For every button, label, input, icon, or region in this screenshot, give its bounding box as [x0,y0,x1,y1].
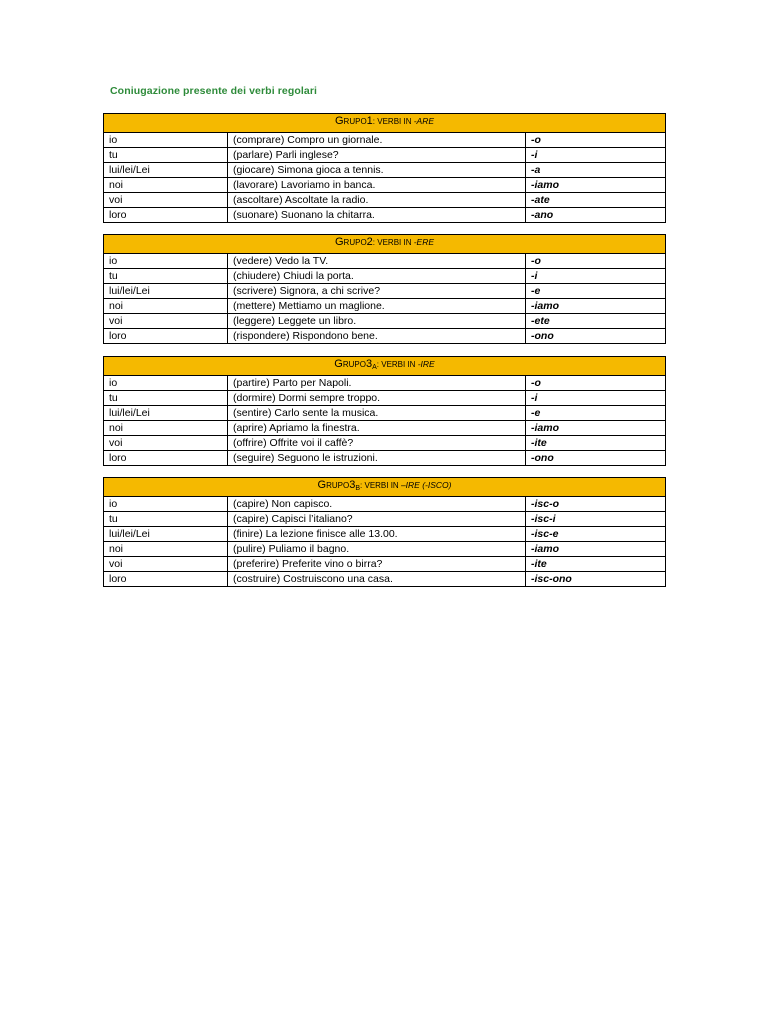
example-cell: (offrire) Offrite voi il caffè? [228,436,526,451]
example-cell: (sentire) Carlo sente la musica. [228,406,526,421]
example-cell: (ascoltare) Ascoltate la radio. [228,193,526,208]
pronoun-cell: lui/lei/Lei [104,527,228,542]
table-row [104,572,666,587]
example-cell: (capire) Non capisco. [228,497,526,512]
group-number: 3 [349,479,356,491]
group-header [104,357,666,376]
pronoun-cell: lui/lei/Lei [104,284,228,299]
suffix-cell: -i [526,148,666,163]
pronoun-cell: tu [104,512,228,527]
pronoun-cell: voi [104,314,228,329]
example-cell: (seguire) Seguono le istruzioni. [228,451,526,466]
conjugation-table-group-2 [103,234,666,344]
example-cell: (costruire) Costruiscono una casa. [228,572,526,587]
pronoun-cell: noi [104,299,228,314]
example-cell: (chiudere) Chiudi la porta. [228,269,526,284]
group-ending-extra: (-ISCO) [419,480,452,490]
pronoun-cell: io [104,376,228,391]
pronoun-cell: loro [104,208,228,223]
table-row [104,421,666,436]
example-cell: (preferire) Preferite vino o birra? [228,557,526,572]
table-row [104,376,666,391]
example-cell: (scrivere) Signora, a chi scrive? [228,284,526,299]
table-row [104,269,666,284]
group-header [104,114,666,133]
suffix-cell: -ite [526,557,666,572]
group-subscript: B [355,485,361,492]
pronoun-cell: voi [104,193,228,208]
suffix-cell: -o [526,376,666,391]
group-ending: -ERE [413,237,435,247]
example-cell: (dormire) Dormi sempre troppo. [228,391,526,406]
group-label-word: RUPO [342,360,366,369]
table-row [104,436,666,451]
table-row [104,208,666,223]
pronoun-cell: loro [104,451,228,466]
pronoun-cell: voi [104,557,228,572]
group-label-verbi-in: : VERBI IN [376,360,418,369]
table-row [104,284,666,299]
pronoun-cell: io [104,497,228,512]
group-label-verbi-in: : VERBI IN [360,481,401,490]
table-row [104,329,666,344]
table-row [104,512,666,527]
suffix-cell: -i [526,269,666,284]
table-row [104,254,666,269]
suffix-cell: -iamo [526,421,666,436]
group-ending: -IRE [417,359,435,369]
table-row [104,542,666,557]
example-cell: (pulire) Puliamo il bagno. [228,542,526,557]
group-header-row [104,478,666,497]
suffix-cell: -isc-o [526,497,666,512]
suffix-cell: -ano [526,208,666,223]
suffix-cell: -ono [526,329,666,344]
example-cell: (vedere) Vedo la TV. [228,254,526,269]
pronoun-cell: tu [104,269,228,284]
suffix-cell: -iamo [526,542,666,557]
table-row [104,133,666,148]
suffix-cell: -isc-ono [526,572,666,587]
suffix-cell: -i [526,391,666,406]
pronoun-cell: noi [104,421,228,436]
group-header-row [104,114,666,133]
group-label-verbi-in: : VERBI IN [372,238,414,247]
suffix-cell: -iamo [526,178,666,193]
conjugation-table-group-3a [103,356,666,466]
example-cell: (lavorare) Lavoriamo in banca. [228,178,526,193]
page-title: Coniugazione presente dei verbi regolari [110,85,318,97]
suffix-cell: -e [526,284,666,299]
suffix-cell: -ite [526,436,666,451]
group-label-word: RUPO [326,481,350,490]
group-label-initial: G [334,358,343,370]
group-label-initial: G [334,236,344,248]
pronoun-cell: loro [104,572,228,587]
suffix-cell: -o [526,133,666,148]
example-cell: (capire) Capisci l’italiano? [228,512,526,527]
table-row [104,391,666,406]
pronoun-cell: lui/lei/Lei [104,406,228,421]
example-cell: (partire) Parto per Napoli. [228,376,526,391]
table-row [104,178,666,193]
suffix-cell: -isc-i [526,512,666,527]
group-number: 3 [365,358,373,370]
suffix-cell: -ate [526,193,666,208]
table-row [104,193,666,208]
group-header-row [104,235,666,254]
example-cell: (aprire) Apriamo la finestra. [228,421,526,436]
example-cell: (mettere) Mettiamo un maglione. [228,299,526,314]
example-cell: (parlare) Parli inglese? [228,148,526,163]
suffix-cell: -a [526,163,666,178]
suffix-cell: -ete [526,314,666,329]
pronoun-cell: tu [104,391,228,406]
group-header [104,478,666,497]
suffix-cell: -ono [526,451,666,466]
example-cell: (rispondere) Rispondono bene. [228,329,526,344]
table-row [104,557,666,572]
group-header [104,235,666,254]
group-label-verbi-in: : VERBI IN [372,117,414,126]
pronoun-cell: noi [104,178,228,193]
table-row [104,497,666,512]
table-row [104,406,666,421]
suffix-cell: -iamo [526,299,666,314]
table-row [104,148,666,163]
pronoun-cell: tu [104,148,228,163]
pronoun-cell: loro [104,329,228,344]
group-label-word: RUPO [343,117,367,126]
conjugation-table-group-3b [103,477,666,587]
group-label-initial: G [317,479,327,491]
example-cell: (finire) La lezione finisce alle 13.00. [228,527,526,542]
table-row [104,299,666,314]
group-subscript: A [372,364,377,371]
suffix-cell: -o [526,254,666,269]
table-row [104,527,666,542]
table-row [104,314,666,329]
pronoun-cell: io [104,254,228,269]
group-header-row [104,357,666,376]
table-row [104,163,666,178]
example-cell: (suonare) Suonano la chitarra. [228,208,526,223]
group-number: 1 [366,115,373,127]
pronoun-cell: noi [104,542,228,557]
suffix-cell: -e [526,406,666,421]
pronoun-cell: lui/lei/Lei [104,163,228,178]
example-cell: (giocare) Simona gioca a tennis. [228,163,526,178]
group-ending: -ARE [413,116,435,126]
suffix-cell: -isc-e [526,527,666,542]
table-row [104,451,666,466]
conjugation-table-group-1 [103,113,666,223]
example-cell: (comprare) Compro un giornale. [228,133,526,148]
group-label-initial: G [334,115,344,127]
pronoun-cell: io [104,133,228,148]
group-number: 2 [366,236,373,248]
group-ending: –IRE [400,480,420,490]
example-cell: (leggere) Leggete un libro. [228,314,526,329]
pronoun-cell: voi [104,436,228,451]
group-label-word: RUPO [343,238,367,247]
